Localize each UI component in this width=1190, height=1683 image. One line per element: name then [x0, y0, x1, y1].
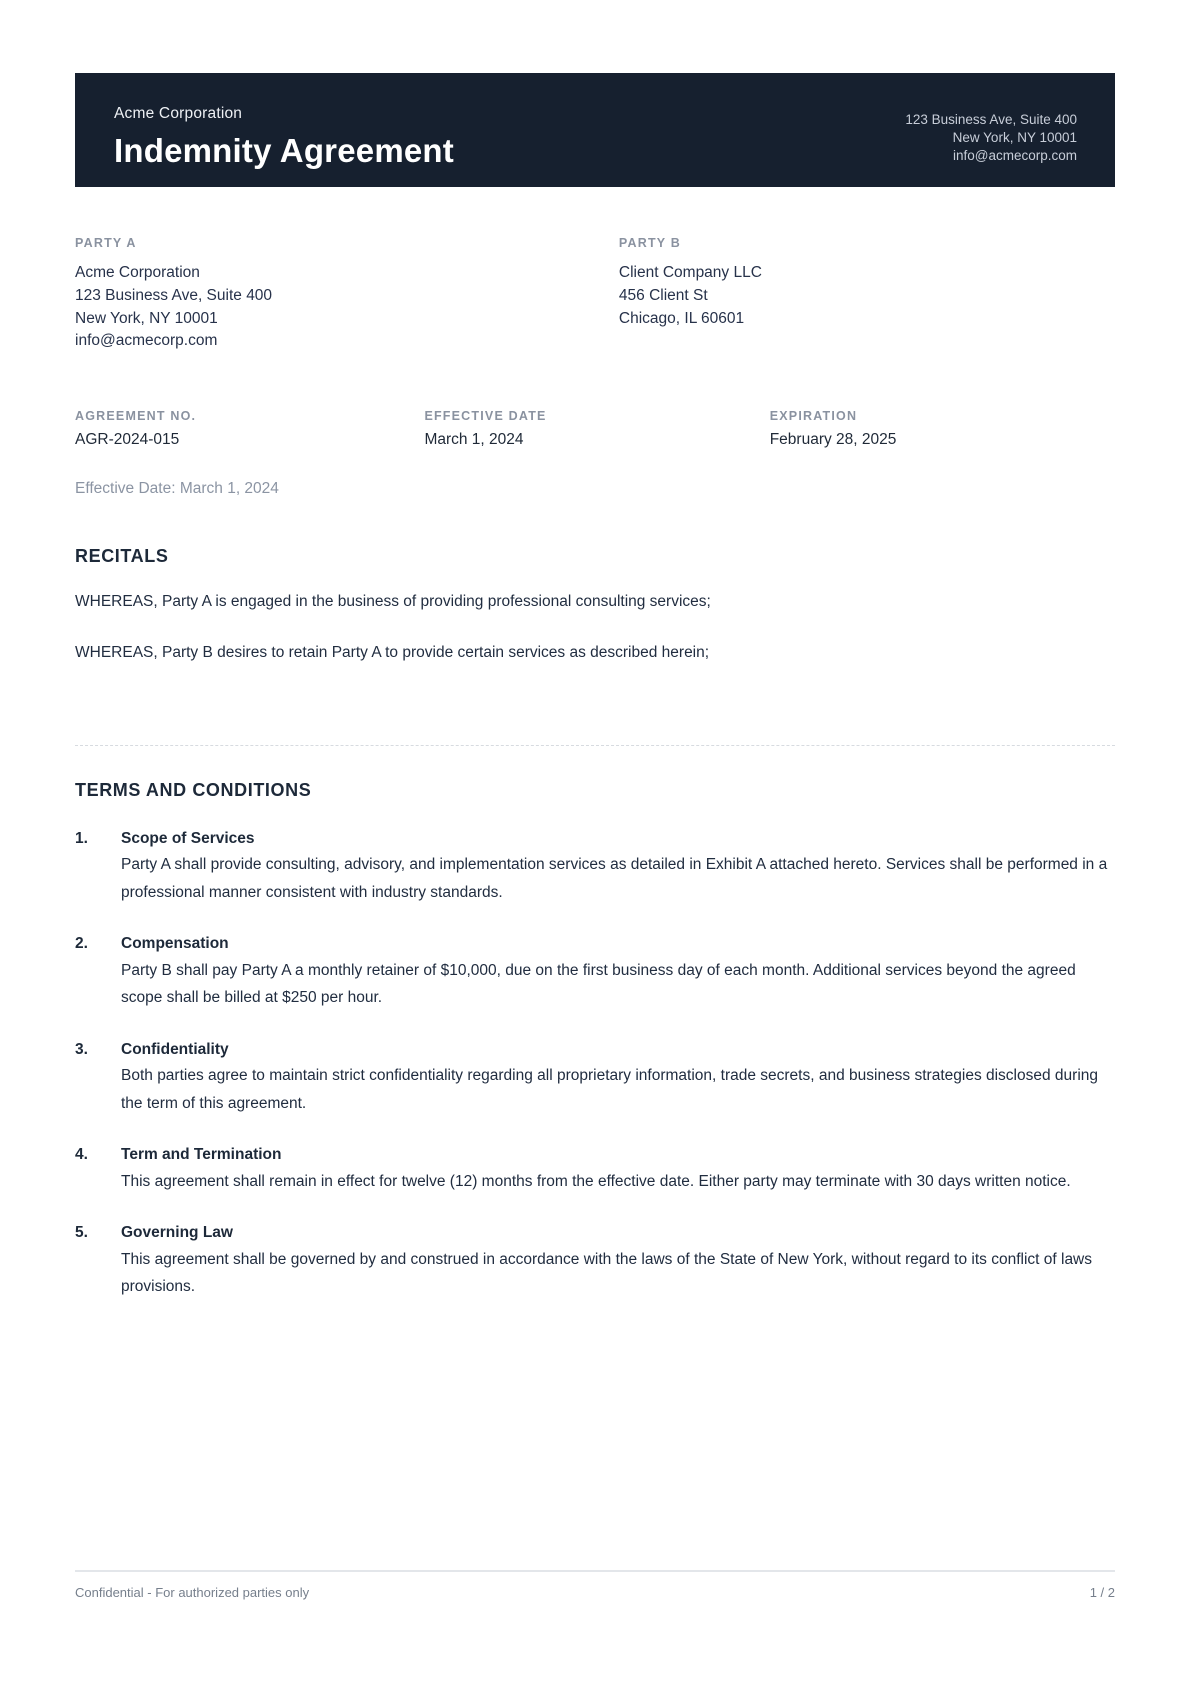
party-a-details [75, 262, 619, 353]
effective-date-note: Effective Date: March 1, 2024 [75, 480, 279, 498]
agreement-no-value: AGR-2024-015 [75, 431, 180, 449]
term-item [75, 828, 1115, 907]
party-b-label: PARTY B [618, 236, 682, 250]
terms-section [75, 780, 1115, 1302]
term-title: Compensation [121, 935, 229, 953]
company-name: Acme Corporation [114, 105, 243, 122]
term-item [75, 1039, 1115, 1118]
confidential-notice: Confidential - For authorized parties only [75, 1585, 310, 1600]
party-a-label: PARTY A [75, 236, 137, 250]
term-body: This agreement shall remain in effect for twelve (12) months from the effective date. Either party may terminate with 30 days written notice. [121, 1172, 1071, 1190]
section-divider [75, 745, 1115, 746]
header-address-line: 123 Business Ave, Suite 400 [905, 112, 1077, 127]
term-body: Party A shall provide consulting, advisory, and implementation services as detailed in Exhibit A attached hereto. Services shall be performed in a professional manner consistent with industry standards. [121, 855, 1108, 901]
party-b-block [619, 236, 1115, 353]
party-b-address-line: Chicago, IL 60601 [618, 309, 745, 327]
agreement-no-label: AGREEMENT NO. [75, 409, 197, 424]
party-b-address-line: 456 Client St [618, 286, 708, 304]
term-number: 3. [75, 1040, 88, 1058]
term-content [121, 1039, 1115, 1118]
header-left [114, 105, 454, 170]
effective-date-field [424, 409, 769, 449]
agreement-no-field [75, 409, 424, 449]
term-title: Scope of Services [121, 829, 255, 847]
document-title: Indemnity Agreement [114, 132, 454, 169]
term-number: 1. [75, 829, 88, 847]
term-number: 5. [75, 1224, 88, 1242]
effective-date-label: EFFECTIVE DATE [424, 409, 547, 424]
recital-paragraph: WHEREAS, Party A is engaged in the business of providing professional consulting services; [75, 593, 711, 611]
expiration-label: EXPIRATION [769, 409, 858, 424]
term-item [75, 1144, 1115, 1195]
effective-date-value: March 1, 2024 [424, 431, 524, 449]
party-a-email: info@acmecorp.com [75, 332, 218, 350]
document-footer [75, 1570, 1115, 1600]
term-content [121, 1222, 1115, 1301]
recitals-section [75, 546, 1115, 663]
expiration-field [770, 409, 1115, 449]
agreement-meta-row [75, 409, 1115, 449]
term-body: Both parties agree to maintain strict confidentiality regarding all proprietary information, trade secrets, and business strategies disclosed during the term of this agreement. [121, 1067, 1099, 1112]
term-content [121, 1144, 1115, 1195]
term-title: Term and Termination [121, 1146, 282, 1164]
terms-heading: TERMS AND CONDITIONS [75, 779, 312, 800]
party-a-address-line: New York, NY 10001 [75, 309, 218, 327]
party-b-details [619, 262, 1115, 330]
party-b-name: Client Company LLC [618, 264, 762, 281]
term-item [75, 933, 1115, 1012]
recital-paragraph: WHEREAS, Party B desires to retain Party A to provide certain services as described herein; [75, 643, 710, 661]
parties-section [75, 236, 1115, 353]
party-a-block [75, 236, 619, 353]
header-address-line: info@acmecorp.com [953, 147, 1077, 163]
party-a-address-line: 123 Business Ave, Suite 400 [75, 286, 273, 304]
header-address [905, 105, 1077, 164]
term-content [121, 933, 1115, 1012]
page-number: 1 / 2 [1089, 1585, 1115, 1600]
term-number: 2. [75, 935, 88, 953]
recitals-heading: RECITALS [75, 546, 169, 567]
term-title: Governing Law [121, 1224, 233, 1242]
term-body: This agreement shall be governed by and construed in accordance with the laws of the State of New York, without regard to its conflict of laws provisions. [121, 1250, 1093, 1296]
term-number: 4. [75, 1146, 88, 1164]
expiration-value: February 28, 2025 [769, 431, 897, 449]
term-title: Confidentiality [121, 1040, 229, 1058]
term-content [121, 828, 1115, 907]
term-item [75, 1222, 1115, 1301]
party-a-name: Acme Corporation [75, 264, 200, 281]
document-header [75, 73, 1115, 187]
terms-list [75, 828, 1115, 1302]
term-body: Party B shall pay Party A a monthly retainer of $10,000, due on the first business day of each month. Additional services beyond the agreed scope shall be billed at $250 per hour. [121, 961, 1076, 1007]
header-address-line: New York, NY 10001 [952, 129, 1077, 145]
